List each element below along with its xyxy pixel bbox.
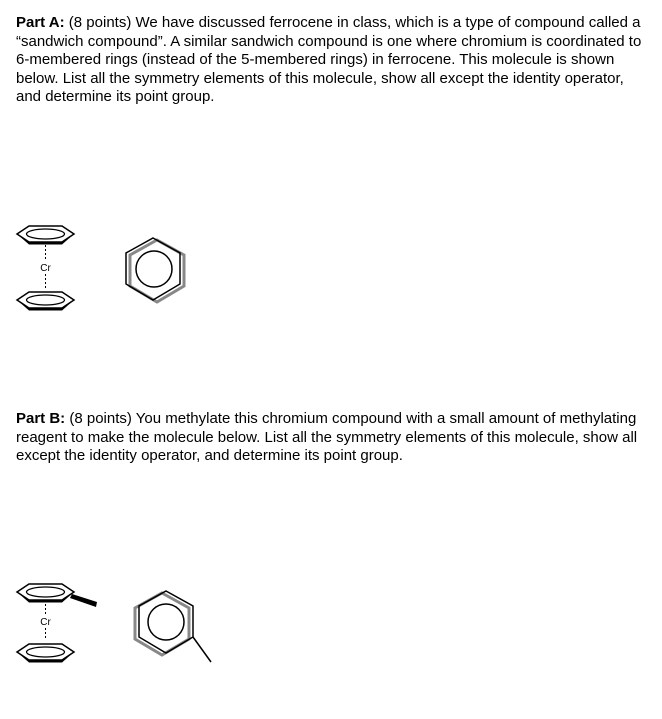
part-a-question <box>16 14 648 107</box>
part-a-label: Part A: <box>16 14 65 31</box>
part-a-lower-ring-outline <box>130 240 184 302</box>
part-b-top-ring <box>17 584 97 607</box>
part-b-methyl-wedge <box>70 594 97 607</box>
part-a-bottom-ring <box>17 292 74 311</box>
part-b-bottom-ring <box>17 644 74 663</box>
part-b-metal-label: Cr <box>40 617 51 628</box>
part-b-label: Part B: <box>16 410 66 427</box>
part-a-sandwich-top-view <box>115 232 195 312</box>
part-b-aromatic-circle <box>148 604 184 640</box>
part-b-question <box>16 410 648 466</box>
part-a-top-ring <box>17 226 74 245</box>
part-b-methyl-bond <box>193 637 211 662</box>
part-b-sandwich-side-view <box>10 568 110 678</box>
part-b-body: (8 points) You methylate this chromium compound with a small amount of methylating reagent to make the molecule below. List all the symmetry elements of this molecule, show all except the identity operator, and determine its point group. <box>16 410 638 464</box>
part-b-lower-ring-outline <box>135 593 189 655</box>
part-a-aromatic-circle <box>136 251 172 287</box>
part-a-metal-label: Cr <box>40 263 51 274</box>
part-a-body: (8 points) We have discussed ferrocene in class, which is a type of compound called a “sandwich compound”. A similar sandwich compound is one where chromium is coordinated to 6-membered rings (instead of the 5-membered rings) in ferrocene. This molecule is shown below. List all the symmetry elements of this molecule, show all except the identity operator, and determine its point group. <box>16 14 642 105</box>
part-b-sandwich-top-view <box>122 588 222 683</box>
part-a-sandwich-side-view <box>10 214 80 324</box>
